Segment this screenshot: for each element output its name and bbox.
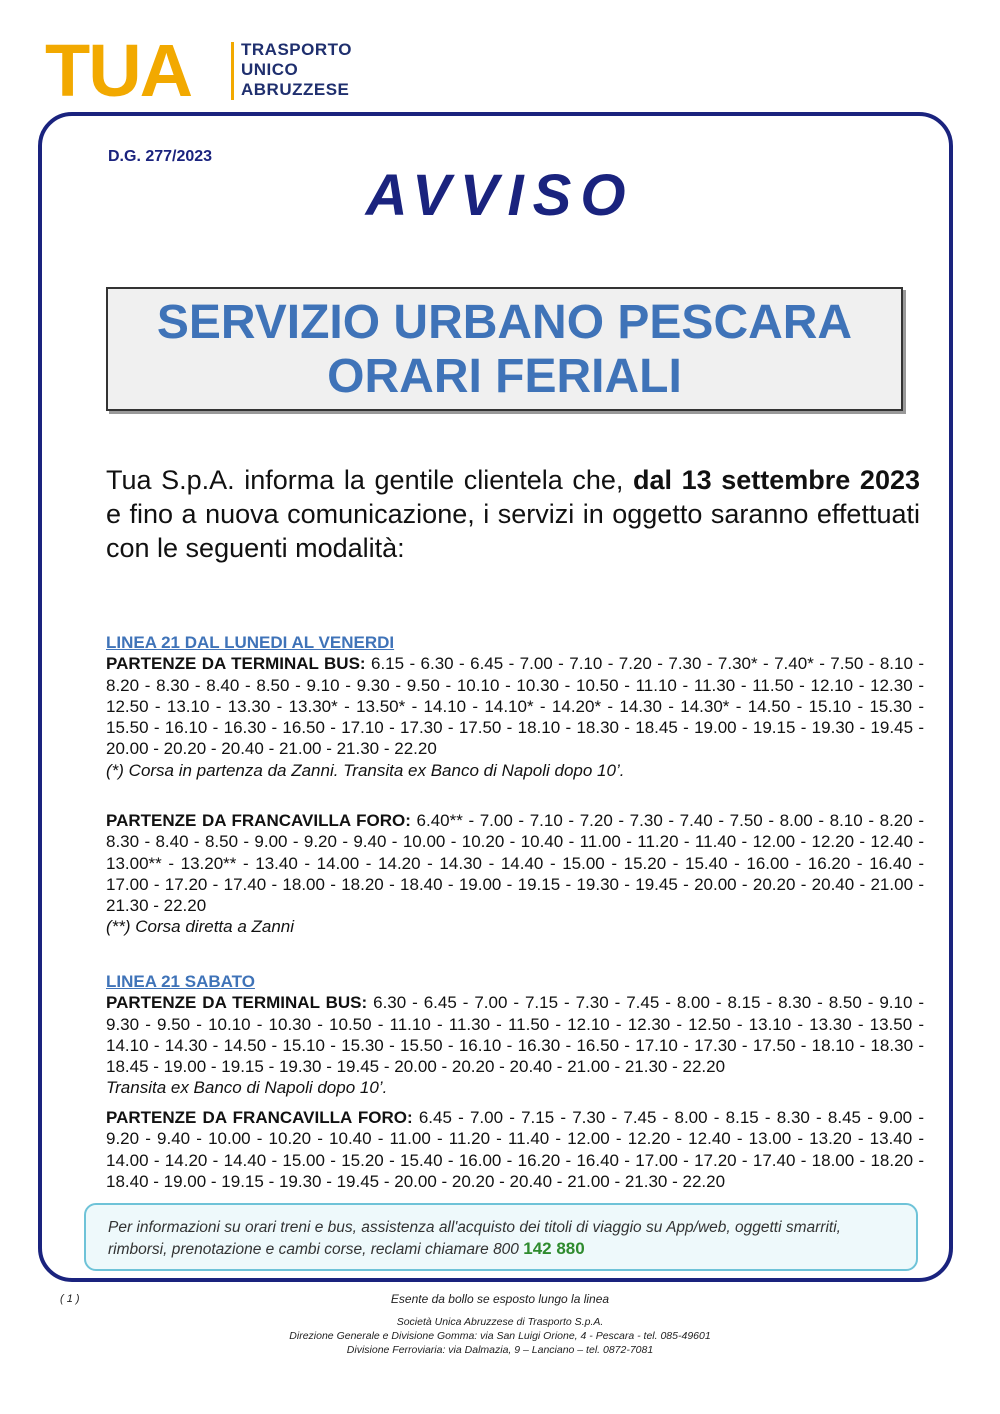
logo-line-2: UNICO — [241, 60, 299, 79]
title-line-1: SERVIZIO URBANO PESCARA — [156, 296, 853, 349]
footer-stamp-note: Esente da bollo se esposto lungo la linea — [390, 1292, 610, 1306]
logo-brand: TUA — [45, 29, 192, 112]
notice-heading: AVVISO — [365, 163, 635, 228]
page-number: ( 1 ) — [60, 1293, 80, 1305]
footer-railway: Divisione Ferroviaria: via Dalmazia, 9 – Lanciano – tel. 0872-7081 — [346, 1344, 654, 1356]
logo-divider — [231, 42, 234, 100]
logo-text — [241, 40, 352, 100]
weekday-francavilla-note: (**) Corsa diretta a Zanni — [106, 917, 295, 937]
tua-logo — [45, 29, 352, 112]
intro-date: dal 13 settembre 2023 — [633, 465, 920, 495]
weekday-francavilla-schedule — [106, 810, 924, 938]
footer-company: Società Unica Abruzzese di Trasporto S.p.A. — [396, 1316, 604, 1328]
info-phone: 142 880 — [523, 1239, 585, 1258]
footer-direction: Direzione Generale e Divisione Gomma: via San Luigi Orione, 4 - Pescara - tel. 085-49601 — [289, 1330, 711, 1342]
saturday-schedule — [106, 971, 924, 1099]
saturday-francavilla-label: PARTENZE DA FRANCAVILLA FORO: — [106, 1108, 413, 1127]
title-box — [106, 287, 903, 411]
saturday-terminal-note: Transita ex Banco di Napoli dopo 10’. — [106, 1078, 388, 1098]
dg-reference: D.G. 277/2023 — [108, 148, 213, 165]
weekday-schedule — [106, 632, 924, 781]
saturday-terminal-label: PARTENZE DA TERMINAL BUS: — [106, 993, 368, 1013]
logo-line-3: ABRUZZESE — [241, 80, 350, 99]
info-box — [84, 1203, 918, 1271]
saturday-francavilla-times — [106, 1107, 924, 1192]
intro-text-end: e fino a nuova comunicazione, i servizi in oggetto saranno effettuati con le seguenti modalità: — [106, 499, 920, 563]
saturday-terminal-list: 6.30 - 6.45 - 7.00 - 7.15 - 7.30 - 7.45 - 8.00 - 8.15 - 8.30 - 8.50 - 9.10 - 9.30 - 9.50 - 10.10 - 10.30 - 10.50 - 11.10 - 11.30 - 11.50 - 12.10 - 12.30 - 12.50 - 13.10 - 13.30 - 13.50 - 14.10 - 14.30 - 14.50 - 15.10 - 15.30 - 15.50 - 16.10 - 16.30 - 16.50 - 17.10 - 17.30 - 17.50 - 18.10 - 18.30 - 18.45 - 19.00 - 19.15 - 19.30 - 19.45 - 20.00 - 20.20 - 20.40 - 21.00 - 21.30 - 22.20 — [106, 993, 925, 1077]
weekday-terminal-label: PARTENZE DA TERMINAL BUS: — [106, 654, 366, 674]
saturday-heading: LINEA 21 SABATO — [106, 972, 255, 991]
weekday-francavilla-times — [106, 810, 924, 916]
weekday-terminal-note: (*) Corsa in partenza da Zanni. Transita ex Banco di Napoli dopo 10’. — [106, 760, 625, 780]
info-text — [108, 1217, 904, 1260]
tua-logo-mark — [45, 29, 225, 112]
title-line-2: ORARI FERIALI — [327, 350, 682, 403]
weekday-francavilla-list: 6.40** - 7.00 - 7.10 - 7.20 - 7.30 - 7.40 - 7.50 - 8.00 - 8.10 - 8.20 - 8.30 - 8.40 - 8.50 - 9.00 - 9.20 - 9.40 - 10.00 - 10.20 - 10.40 - 11.00 - 11.20 - 11.40 - 12.00 - 12.20 - 12.40 - 13.00** - 13.20** - 13.40 - 14.00 - 14.20 - 14.30 - 14.40 - 15.00 - 15.20 - 15.40 - 16.00 - 16.20 - 16.40 - 17.00 - 17.20 - 17.40 - 18.00 - 18.20 - 18.40 - 19.00 - 19.15 - 19.30 - 19.45 - 20.00 - 20.20 - 20.40 - 21.00 - 21.30 - 22.20 — [106, 811, 924, 916]
intro-text-start: Tua S.p.A. informa la gentile clientela che, — [106, 465, 634, 495]
info-message: Per informazioni su orari treni e bus, assistenza all'acquisto dei titoli di viaggio su App/web, oggetti smarriti, rimborsi, prenotazione e cambi corse, reclami chiamare 800 — [108, 1219, 841, 1258]
weekday-terminal-times — [106, 653, 924, 759]
logo-line-1: TRASPORTO — [241, 40, 352, 59]
saturday-francavilla-list: 6.45 - 7.00 - 7.15 - 7.30 - 7.45 - 8.00 - 8.15 - 8.30 - 8.45 - 9.00 - 9.20 - 9.40 - 10.00 - 10.20 - 10.40 - 11.00 - 11.20 - 11.40 - 12.00 - 12.20 - 12.40 - 13.00 - 13.20 - 13.40 - 14.00 - 14.20 - 14.40 - 15.00 - 15.20 - 15.40 - 16.00 - 16.20 - 16.40 - 17.00 - 17.20 - 17.40 - 18.00 - 18.20 - 18.40 - 19.00 - 19.15 - 19.30 - 19.45 - 20.00 - 20.20 - 20.40 - 21.00 - 21.30 - 22.20 — [106, 1108, 924, 1191]
saturday-terminal-times — [106, 992, 924, 1077]
weekday-terminal-list: 6.15 - 6.30 - 6.45 - 7.00 - 7.10 - 7.20 - 7.30 - 7.30* - 7.40* - 7.50 - 8.10 - 8.20 - 8.30 - 8.40 - 8.50 - 9.10 - 9.30 - 9.50 - 10.10 - 10.30 - 10.50 - 11.10 - 11.30 - 11.50 - 12.10 - 12.30 - 12.50 - 13.10 - 13.30 - 13.30* - 13.50* - 14.10 - 14.10* - 14.20* - 14.30 - 14.30* - 14.50 - 15.10 - 15.30 - 15.50 - 16.10 - 16.30 - 16.50 - 17.10 - 17.30 - 17.50 - 18.10 - 18.30 - 18.45 - 19.00 - 19.15 - 19.30 - 19.45 - 20.00 - 20.20 - 20.40 - 21.00 - 21.30 - 22.20 — [106, 654, 925, 759]
weekday-francavilla-label: PARTENZE DA FRANCAVILLA FORO: — [106, 811, 411, 830]
saturday-francavilla-schedule — [106, 1107, 924, 1192]
intro-paragraph — [106, 463, 920, 565]
weekday-heading: LINEA 21 DAL LUNEDI AL VENERDI — [106, 633, 395, 652]
